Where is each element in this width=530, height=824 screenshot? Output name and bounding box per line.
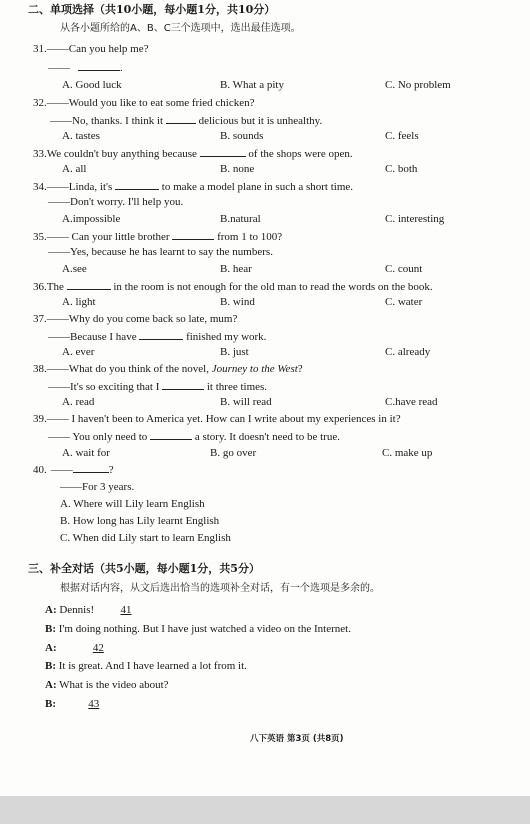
question-number: 35.: [33, 231, 47, 243]
speaker: A:: [45, 679, 57, 691]
question-number: 38.: [33, 363, 47, 375]
question-40-reply: ——For 3 years.: [60, 481, 135, 493]
question-31-answer-line: —— .: [48, 62, 123, 74]
bottom-gray-strip: [0, 796, 530, 824]
question-number: 40.: [33, 464, 47, 476]
question-37-reply: ——Because I have finished my work.: [48, 331, 267, 343]
speaker: A:: [45, 642, 57, 654]
question-number: 34.: [33, 181, 47, 193]
question-40: 40. —— ?: [33, 464, 114, 476]
option-c[interactable]: C. both: [385, 163, 418, 175]
answer-blank[interactable]: [67, 279, 111, 290]
question-39: 39.—— I haven't been to America yet. How can I write about my experiences in it?: [33, 413, 401, 425]
section-2-instruction: 从各小题所给的A、B、C三个选项中，选出最佳选项。: [60, 23, 301, 34]
question-35: 35.—— Can your little brother from 1 to 100?: [33, 231, 283, 243]
question-32: 32.——Would you like to eat some fried chicken?: [33, 97, 255, 109]
option-c[interactable]: C. feels: [385, 130, 419, 142]
speaker: A:: [45, 604, 57, 616]
option-b[interactable]: B. none: [220, 163, 255, 175]
question-number: 39.: [33, 413, 47, 425]
question-38-reply: ——It's so exciting that I it three times.: [48, 381, 268, 393]
option-a[interactable]: A.see: [62, 263, 87, 275]
option-b[interactable]: B.natural: [220, 213, 261, 225]
option-a[interactable]: A. ever: [62, 346, 95, 358]
question-number: 36.: [33, 281, 47, 293]
section-2-title: 二、单项选择（共10小题，每小题1分，共10分）: [28, 3, 276, 16]
answer-blank[interactable]: [73, 462, 109, 473]
option-b[interactable]: B. wind: [220, 296, 255, 308]
option-a[interactable]: A. all: [62, 163, 87, 175]
answer-blank[interactable]: [162, 379, 204, 390]
question-33: 33.We couldn't buy anything because of the shops were open.: [33, 148, 353, 160]
answer-blank[interactable]: [78, 60, 120, 71]
question-39-reply: —— You only need to a story. It doesn't need to be true.: [48, 431, 340, 443]
option-a[interactable]: A. Good luck: [62, 79, 122, 91]
question-37: 37.——Why do you come back so late, mum?: [33, 313, 238, 325]
dialogue-line: [45, 641, 123, 655]
option-b[interactable]: B. How long has Lily learnt English: [60, 515, 220, 527]
option-b[interactable]: B. hear: [220, 263, 252, 275]
option-c[interactable]: C. No problem: [385, 79, 451, 91]
option-a[interactable]: A. Where will Lily learn English: [60, 498, 205, 510]
blank-43[interactable]: 43: [88, 698, 100, 710]
option-b[interactable]: B. will read: [220, 396, 272, 408]
answer-blank[interactable]: [150, 429, 192, 440]
section-3-title: 三、补全对话（共5小题，每小题1分，共5分）: [28, 562, 260, 575]
option-c[interactable]: C. When did Lily start to learn English: [60, 532, 231, 544]
page-footer: 八下英语 第3页 (共8页): [250, 734, 344, 744]
answer-blank[interactable]: [166, 113, 196, 124]
dialogue-line: A: Dennis! 41: [45, 603, 149, 617]
option-b[interactable]: B. just: [220, 346, 249, 358]
option-a[interactable]: A. wait for: [62, 447, 110, 459]
speaker: B:: [45, 698, 56, 710]
option-a[interactable]: A. tastes: [62, 130, 100, 142]
answer-blank[interactable]: [115, 179, 159, 190]
question-number: 31.: [33, 43, 47, 55]
dialogue-line: A: What is the video about?: [45, 679, 169, 691]
dialogue-line: B: I'm doing nothing. But I have just watched a video on the Internet.: [45, 623, 351, 635]
option-b[interactable]: B. go over: [210, 447, 257, 459]
section-3-instruction: 根据对话内容，从文后选出恰当的选项补全对话，有一个选项是多余的。: [60, 583, 380, 594]
question-38: 38.——What do you think of the novel, Journey to the West?: [33, 363, 303, 375]
question-35-reply: ——Yes, because he has learnt to say the numbers.: [48, 246, 273, 258]
question-number: 33.: [33, 148, 47, 160]
option-c[interactable]: C. count: [385, 263, 423, 275]
dialogue-line: [45, 697, 117, 711]
question-number: 32.: [33, 97, 47, 109]
option-b[interactable]: B. sounds: [220, 130, 264, 142]
option-a[interactable]: A.impossible: [62, 213, 121, 225]
option-a[interactable]: A. read: [62, 396, 95, 408]
option-c[interactable]: C. water: [385, 296, 423, 308]
blank-41[interactable]: 41: [120, 604, 132, 616]
option-c[interactable]: C.have read: [385, 396, 438, 408]
question-32-line-2: ——No, thanks. I think it delicious but it is unhealthy.: [50, 115, 323, 127]
question-31: 31.——Can you help me?: [33, 43, 149, 55]
answer-blank[interactable]: [172, 229, 214, 240]
question-34: 34.——Linda, it's to make a model plane in such a short time.: [33, 181, 354, 193]
dialogue-line: B: It is great. And I have learned a lot from it.: [45, 660, 247, 672]
option-c[interactable]: C. interesting: [385, 213, 445, 225]
option-c[interactable]: C. make up: [382, 447, 433, 459]
question-34-reply: ——Don't worry. I'll help you.: [48, 196, 184, 208]
answer-blank[interactable]: [200, 146, 246, 157]
answer-blank[interactable]: [139, 329, 183, 340]
blank-42[interactable]: 42: [92, 642, 104, 654]
question-36: 36.The in the room is not enough for the old man to read the words on the book.: [33, 281, 433, 293]
speaker: B:: [45, 623, 56, 635]
speaker: B:: [45, 660, 56, 672]
option-c[interactable]: C. already: [385, 346, 431, 358]
question-number: 37.: [33, 313, 47, 325]
option-b[interactable]: B. What a pity: [220, 79, 284, 91]
option-a[interactable]: A. light: [62, 296, 96, 308]
